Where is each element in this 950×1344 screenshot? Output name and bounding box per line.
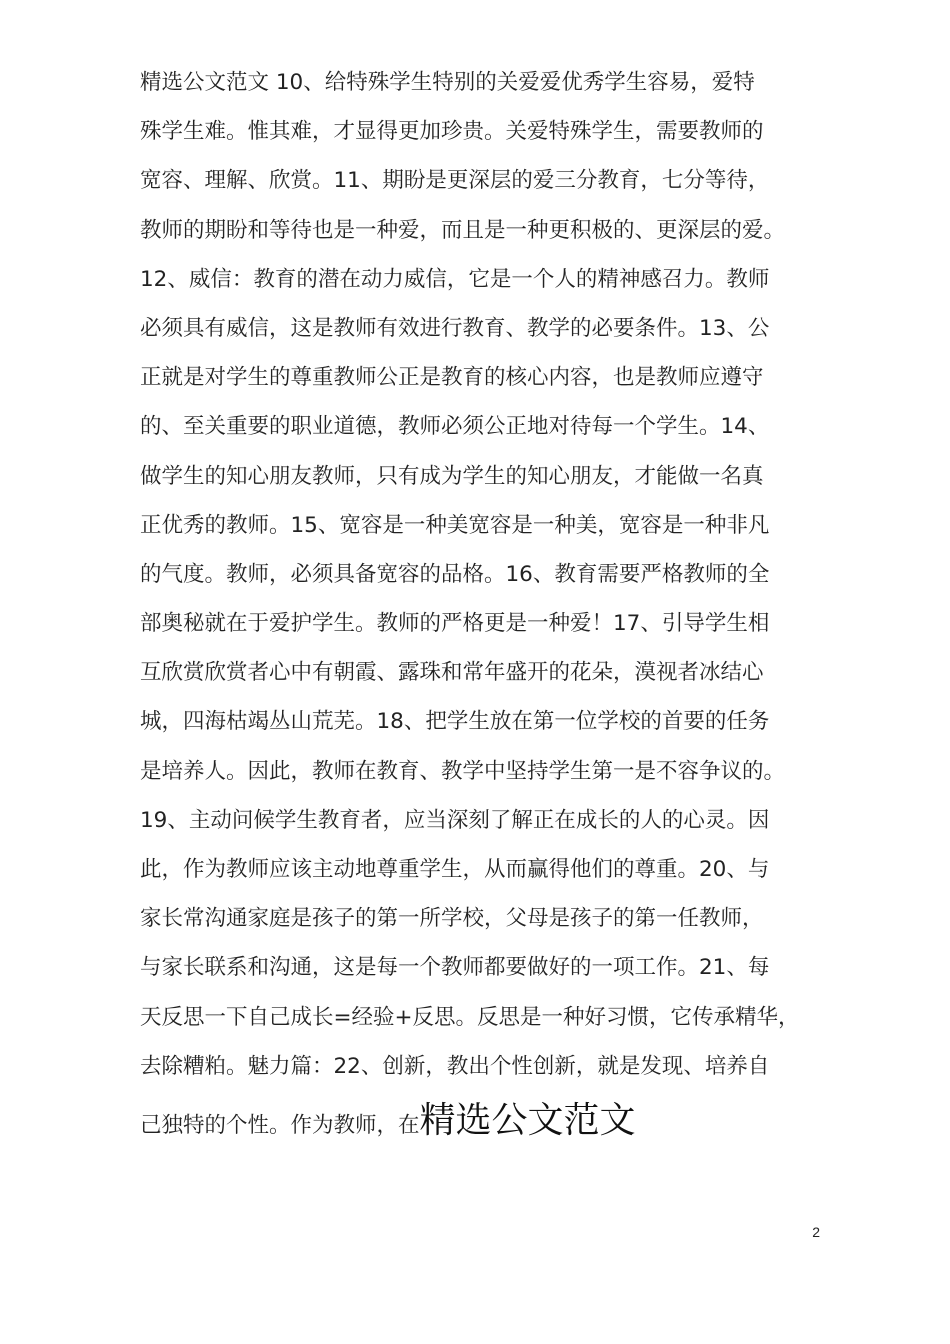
text-line: 做学生的知心朋友教师，只有成为学生的知心朋友，才能做一名真: [140, 463, 764, 489]
text-line: 殊学生难。惟其难，才显得更加珍贵。关爱特殊学生，需要教师的: [140, 119, 764, 145]
text-line: 部奥秘就在于爱护学生。教师的严格更是一种爱！17、引导学生相: [140, 611, 770, 637]
text-line: 此，作为教师应该主动地尊重学生，从而赢得他们的尊重。20、与: [140, 857, 770, 882]
text-line: 家长常沟通家庭是孩子的第一所学校，父母是孩子的第一任教师，: [140, 906, 764, 932]
text-line: 去除糟粕。魅力篇：22、创新，教出个性创新，就是发现、培养自: [140, 1053, 770, 1079]
text-line: 19、主动问候学生教育者，应当深刻了解正在成长的人的心灵。因: [140, 807, 770, 833]
text-line: 正优秀的教师。15、宽容是一种美宽容是一种美，宽容是一种非凡: [140, 512, 770, 538]
text-line: 的、至关重要的职业道德，教师必须公正地对待每一个学生。14、: [140, 414, 770, 440]
text-line: 的气度。教师，必须具备宽容的品格。16、教育需要严格教师的全: [140, 561, 770, 587]
text-line: 天反思一下自己成长=经验+反思。反思是一种好习惯，它传承精华，: [140, 1004, 800, 1030]
last-line-text: 己独特的个性。作为教师，在: [140, 1112, 420, 1138]
text-line: 互欣赏欣赏者心中有朝霞、露珠和常年盛开的花朵，漠视者冰结心: [140, 660, 764, 686]
text-line: 正就是对学生的尊重教师公正是教育的核心内容，也是教师应遵守: [140, 365, 764, 391]
page-number: 2: [812, 1224, 820, 1240]
text-line: 教师的期盼和等待也是一种爱，而且是一种更积极的、更深层的爱。: [140, 217, 786, 243]
text-line: 是培养人。因此，教师在教育、教学中坚持学生第一是不容争议的。: [140, 758, 786, 784]
text-line: 精选公文范文 10、给特殊学生特别的关爱爱优秀学生容易，爱特: [140, 70, 755, 95]
text-line: 宽容、理解、欣赏。11、期盼是更深层的爱三分教育，七分等待，: [140, 168, 770, 194]
text-line: 12、威信：教育的潜在动力威信，它是一个人的精神感召力。教师: [140, 266, 770, 292]
large-heading-fragment: 精选公文范文: [419, 1099, 636, 1141]
text-line-last: [140, 1091, 840, 1151]
text-line: 与家长联系和沟通，这是每一个教师都要做好的一项工作。21、每: [140, 955, 770, 981]
text-line: 必须具有威信，这是教师有效进行教育、教学的必要条件。13、公: [140, 315, 770, 341]
text-line: 城，四海枯竭丛山荒芜。18、把学生放在第一位学校的首要的任务: [140, 709, 770, 735]
body-text: [140, 58, 840, 1151]
